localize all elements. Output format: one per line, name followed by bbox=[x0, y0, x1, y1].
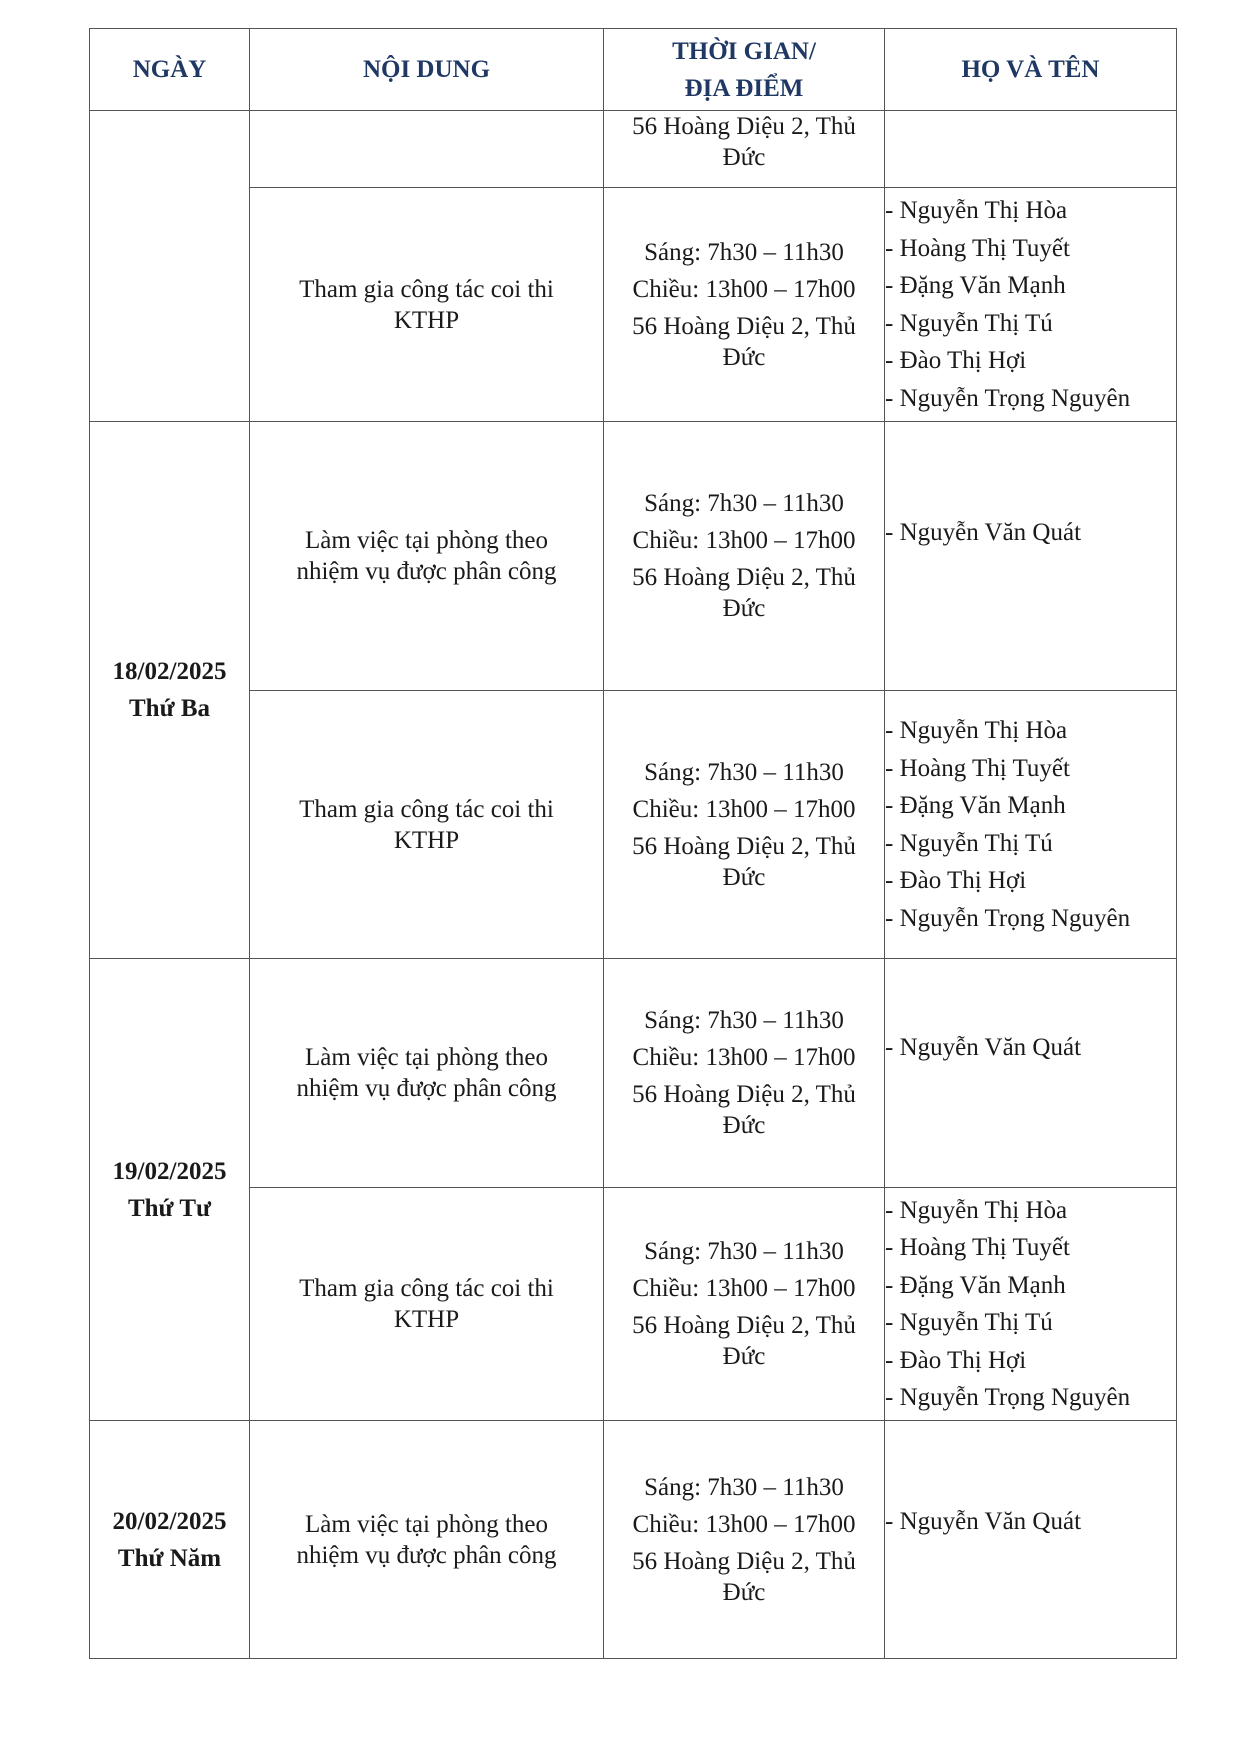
table-row bbox=[90, 422, 1177, 691]
afternoon-time: Chiều: 13h00 – 17h00 bbox=[632, 1275, 856, 1302]
time-location-cell bbox=[604, 422, 885, 691]
time-location-cell bbox=[604, 111, 885, 188]
table-row bbox=[90, 1188, 1177, 1421]
names-cell bbox=[885, 959, 1177, 1188]
name-list bbox=[885, 712, 1176, 937]
address-line1: 56 Hoàng Diệu 2, Thủ bbox=[632, 832, 856, 860]
header-time-line2: ĐỊA ĐIỂM bbox=[684, 74, 804, 102]
content-cell-empty bbox=[250, 111, 604, 188]
content-cell bbox=[250, 691, 604, 959]
date-cell bbox=[90, 1421, 250, 1659]
address-line2: Đức bbox=[722, 595, 766, 622]
task-line2: KTHP bbox=[393, 306, 460, 334]
address-line2: Đức bbox=[722, 863, 766, 891]
afternoon-time: Chiều: 13h00 – 17h00 bbox=[632, 1044, 856, 1071]
afternoon-time: Chiều: 13h00 – 17h00 bbox=[632, 527, 856, 554]
name-list bbox=[885, 514, 1176, 552]
morning-time: Sáng: 7h30 – 11h30 bbox=[644, 1473, 844, 1501]
task-line2: nhiệm vụ được phân công bbox=[296, 558, 557, 585]
task-line2: KTHP bbox=[393, 826, 460, 854]
address-line2: Đức bbox=[722, 144, 766, 171]
morning-time: Sáng: 7h30 – 11h30 bbox=[644, 1007, 844, 1034]
time-location-cell bbox=[604, 188, 885, 422]
header-date: NGÀY bbox=[90, 29, 250, 111]
name-list bbox=[885, 192, 1176, 417]
weekday-value: Thứ Năm bbox=[117, 1544, 222, 1572]
name-item: - Đào Thị Hợi bbox=[885, 867, 1027, 894]
name-item: - Đặng Văn Mạnh bbox=[885, 272, 1066, 299]
time-location-cell bbox=[604, 959, 885, 1188]
afternoon-time: Chiều: 13h00 – 17h00 bbox=[632, 795, 856, 823]
header-row bbox=[90, 29, 1177, 111]
name-item: - Nguyễn Văn Quát bbox=[885, 1508, 1082, 1535]
name-item: - Đặng Văn Mạnh bbox=[885, 1271, 1066, 1299]
table-row bbox=[90, 959, 1177, 1188]
names-cell bbox=[885, 1188, 1177, 1421]
content-cell bbox=[250, 1421, 604, 1659]
date-cell bbox=[90, 422, 250, 959]
name-item: - Hoàng Thị Tuyết bbox=[885, 234, 1070, 262]
header-names: HỌ VÀ TÊN bbox=[885, 29, 1177, 111]
address-line1: 56 Hoàng Diệu 2, Thủ bbox=[632, 564, 856, 591]
address-line1: 56 Hoàng Diệu 2, Thủ bbox=[632, 113, 856, 140]
address-line1: 56 Hoàng Diệu 2, Thủ bbox=[632, 1081, 856, 1108]
name-item: - Đào Thị Hợi bbox=[885, 1346, 1027, 1374]
task-line1: Tham gia công tác coi thi bbox=[299, 1275, 554, 1302]
name-list bbox=[885, 1192, 1176, 1417]
task-line2: nhiệm vụ được phân công bbox=[296, 1541, 557, 1569]
task-line1: Tham gia công tác coi thi bbox=[299, 795, 554, 823]
names-cell bbox=[885, 691, 1177, 959]
name-item: - Nguyễn Thị Hòa bbox=[885, 1196, 1068, 1224]
address-line2: Đức bbox=[722, 1112, 766, 1139]
date-cell bbox=[90, 959, 250, 1421]
date-value: 20/02/2025 bbox=[112, 1507, 227, 1535]
header-time-location bbox=[604, 29, 885, 111]
names-cell bbox=[885, 188, 1177, 422]
task-line1: Làm việc tại phòng theo bbox=[305, 527, 548, 554]
date-value: 18/02/2025 bbox=[112, 658, 227, 685]
name-item: - Nguyễn Thị Hòa bbox=[885, 197, 1068, 224]
time-location-cell bbox=[604, 1188, 885, 1421]
weekday-value: Thứ Ba bbox=[128, 695, 210, 722]
morning-time: Sáng: 7h30 – 11h30 bbox=[644, 758, 844, 786]
name-item: - Đào Thị Hợi bbox=[885, 347, 1027, 374]
address-line1: 56 Hoàng Diệu 2, Thủ bbox=[632, 1547, 856, 1575]
morning-time: Sáng: 7h30 – 11h30 bbox=[644, 238, 844, 266]
date-value: 19/02/2025 bbox=[112, 1157, 227, 1185]
morning-time: Sáng: 7h30 – 11h30 bbox=[644, 490, 844, 517]
name-list bbox=[885, 1029, 1176, 1067]
name-item: - Hoàng Thị Tuyết bbox=[885, 754, 1070, 782]
name-item: - Nguyễn Văn Quát bbox=[885, 519, 1082, 546]
time-location-cell bbox=[604, 1421, 885, 1659]
name-item: - Nguyễn Thị Hòa bbox=[885, 717, 1068, 744]
address-line2: Đức bbox=[722, 1578, 766, 1606]
name-item: - Hoàng Thị Tuyết bbox=[885, 1234, 1070, 1261]
content-cell bbox=[250, 422, 604, 691]
names-cell bbox=[885, 1421, 1177, 1659]
header-time-line1: THỜI GIAN/ bbox=[672, 37, 816, 65]
table-row bbox=[90, 691, 1177, 959]
date-cell-empty bbox=[90, 111, 250, 422]
names-cell-empty bbox=[885, 111, 1177, 188]
table-row bbox=[90, 188, 1177, 422]
name-item: - Nguyễn Thị Tú bbox=[885, 1309, 1053, 1336]
content-cell bbox=[250, 959, 604, 1188]
address-line2: Đức bbox=[722, 1343, 766, 1370]
names-cell bbox=[885, 422, 1177, 691]
name-item: - Đặng Văn Mạnh bbox=[885, 792, 1066, 819]
content-cell bbox=[250, 188, 604, 422]
schedule-table bbox=[89, 28, 1177, 1659]
name-list bbox=[885, 1503, 1176, 1541]
task-line2: KTHP bbox=[393, 1306, 460, 1333]
weekday-value: Thứ Tư bbox=[127, 1194, 212, 1222]
header-content: NỘI DUNG bbox=[250, 29, 604, 111]
address-line1: 56 Hoàng Diệu 2, Thủ bbox=[632, 312, 856, 340]
address-line1: 56 Hoàng Diệu 2, Thủ bbox=[632, 1312, 856, 1339]
task-line1: Tham gia công tác coi thi bbox=[299, 275, 554, 303]
task-line1: Làm việc tại phòng theo bbox=[305, 1044, 548, 1071]
task-line1: Làm việc tại phòng theo bbox=[305, 1510, 548, 1538]
morning-time: Sáng: 7h30 – 11h30 bbox=[644, 1238, 844, 1265]
name-item: - Nguyễn Thị Tú bbox=[885, 309, 1053, 337]
name-item: - Nguyễn Văn Quát bbox=[885, 1034, 1082, 1061]
name-item: - Nguyễn Trọng Nguyên bbox=[885, 904, 1131, 932]
task-line2: nhiệm vụ được phân công bbox=[296, 1075, 557, 1102]
table-row bbox=[90, 1421, 1177, 1659]
time-location-cell bbox=[604, 691, 885, 959]
name-item: - Nguyễn Trọng Nguyên bbox=[885, 1384, 1131, 1411]
name-item: - Nguyễn Trọng Nguyên bbox=[885, 384, 1131, 412]
address-line2: Đức bbox=[722, 343, 766, 371]
name-item: - Nguyễn Thị Tú bbox=[885, 829, 1053, 857]
afternoon-time: Chiều: 13h00 – 17h00 bbox=[632, 275, 856, 303]
table-row bbox=[90, 111, 1177, 188]
content-cell bbox=[250, 1188, 604, 1421]
afternoon-time: Chiều: 13h00 – 17h00 bbox=[632, 1510, 856, 1538]
